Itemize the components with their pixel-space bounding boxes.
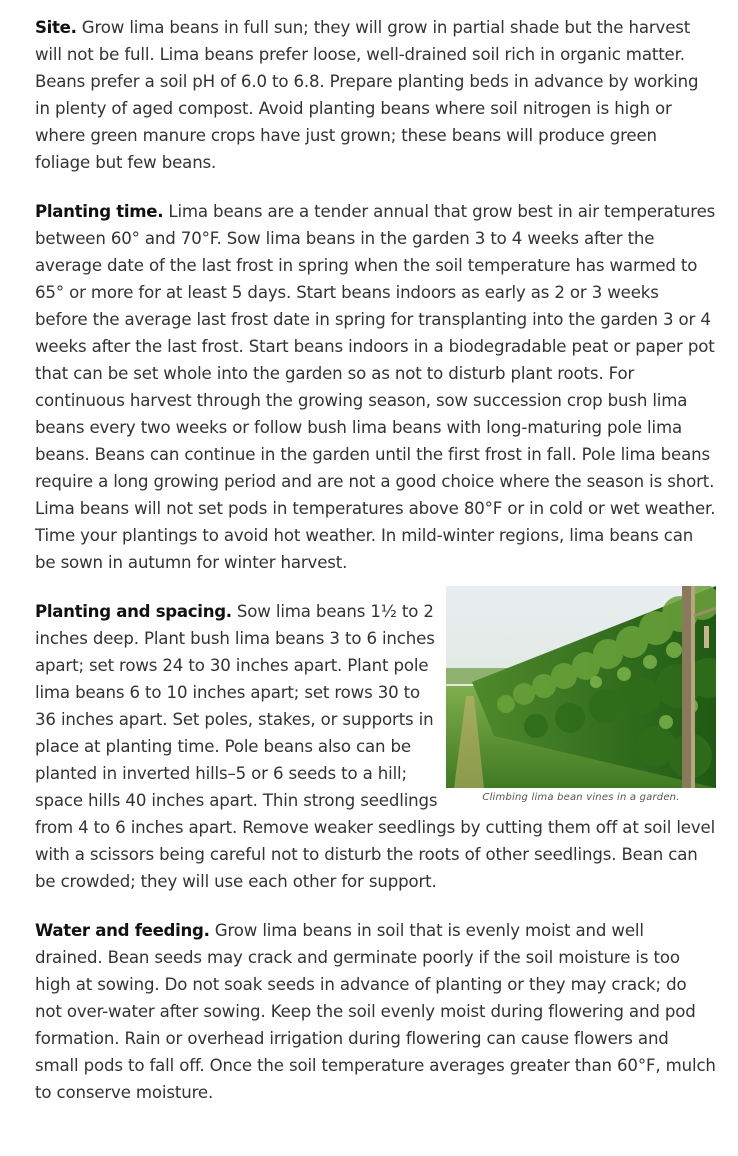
bean-vines-figure bbox=[446, 586, 716, 805]
text-planting-time: Lima beans are a tender annual that grow best in air temperatures between 60° and 70°F. Sow lima beans in the garden 3 to 4 weeks after the average date of the last frost in spring when the soil temperature has warmed to 65° or more for at least 5 days. Start beans indoors as early as 2 or 3 weeks before the average last frost date in spring for transplanting into the garden 3 or 4 weeks after the last frost. Start beans indoors in a biodegradable peat or paper pot that can be set whole into the garden so as not to disturb plant roots. For continuous harvest through the growing season, sow succession crop bush lima beans every two weeks or follow bush lima beans with long-maturing pole lima beans. Beans can continue in the garden until the first frost in fall. Pole lima beans require a long growing period and are not a good choice where the season is short. Lima beans will not set pods in temperatures above 80°F or in cold or wet weather. Time your plantings to avoid hot weather. In mild-winter regions, lima beans can be sown in autumn for winter harvest. bbox=[35, 202, 716, 572]
heading-site: Site. bbox=[35, 18, 77, 37]
figure-caption: Climbing lima bean vines in a garden. bbox=[482, 792, 680, 803]
paragraph-site bbox=[35, 14, 716, 176]
heading-planting-time: Planting time. bbox=[35, 202, 164, 221]
paragraph-planting-spacing bbox=[35, 598, 716, 895]
text-water-feeding: Grow lima beans in soil that is evenly moist and well drained. Bean seeds may crack and germinate poorly if the soil moisture is too high at sowing. Do not soak seeds in advance of planting or they may crack; do not over-water after sowing. Keep the soil evenly moist during flowering and pod formation. Rain or overhead irrigation during flowering can cause flowers and small pods to fall off. Once the soil temperature averages greater than 60°F, mulch to conserve moisture. bbox=[35, 921, 716, 1102]
bean-vines-photo bbox=[446, 586, 716, 788]
paragraph-water-feeding bbox=[35, 917, 716, 1106]
heading-water-feeding: Water and feeding. bbox=[35, 921, 210, 940]
paragraph-planting-time bbox=[35, 198, 716, 576]
heading-planting-spacing: Planting and spacing. bbox=[35, 602, 232, 621]
text-planting-spacing: Sow lima beans 1½ to 2 inches deep. Plant bush lima beans 3 to 6 inches apart; set rows 24 to 30 inches apart. Plant pole lima beans 6 to 10 inches apart; set rows 30 to 36 inches apart. Set poles, stakes, or supports in place at planting time. Pole beans also can be planted in inverted hills–5 or 6 seeds to a hill; space hills 40 inches apart. Thin strong seedlings from 4 to 6 inches apart. Remove weaker seedlings by cutting them off at soil level with a scissors being careful not to disturb the roots of other seedlings. Bean can be crowded; they will use each other for support. bbox=[35, 602, 716, 891]
text-site: Grow lima beans in full sun; they will grow in partial shade but the harvest will not be full. Lima beans prefer loose, well-drained soil rich in organic matter. Beans prefer a soil pH of 6.0 to 6.8. Prepare planting beds in advance by working in plenty of aged compost. Avoid planting beans where soil nitrogen is high or where green manure crops have just grown; these beans will produce green foliage but few beans. bbox=[35, 18, 699, 172]
